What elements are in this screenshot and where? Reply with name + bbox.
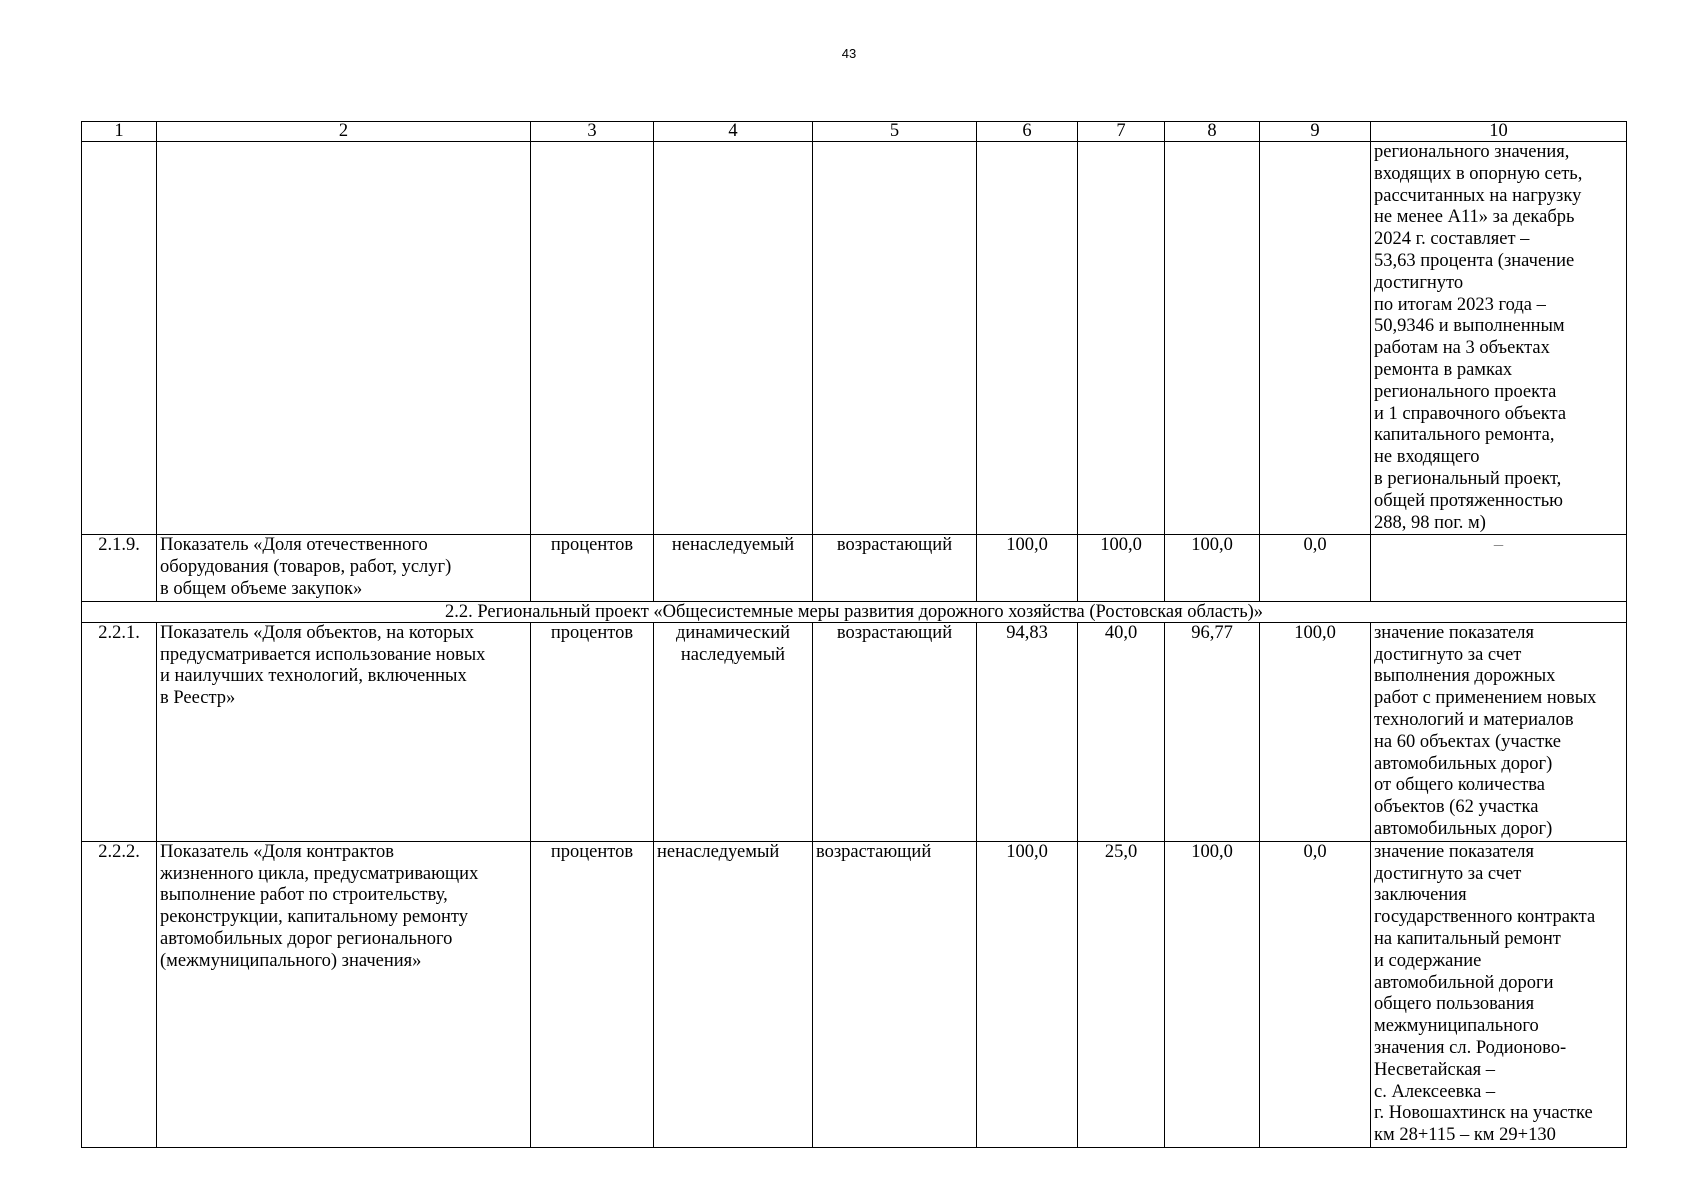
header-cell: 7 [1078, 122, 1165, 142]
row-direction [813, 142, 977, 535]
indicators-table [81, 121, 1627, 1148]
row-unit: процентов [531, 535, 654, 601]
row-note: – [1371, 535, 1627, 601]
row-id [82, 142, 157, 535]
row-c9: 100,0 [1260, 622, 1371, 841]
header-cell: 3 [531, 122, 654, 142]
section-row [82, 601, 1627, 622]
row-name [157, 142, 531, 535]
row-c6: 100,0 [977, 535, 1078, 601]
table-row [82, 535, 1627, 601]
row-note: значение показателя достигнуто за счет заключения государственного контракта на капитальный ремонт и содержание автомобильной дороги общего пользования межмуниципального значения сл. Родионово- Несветайская – с. Алексеевка – г. Новошахтинск на участке км 28+115 – км 29+130 [1371, 841, 1627, 1147]
header-cell: 9 [1260, 122, 1371, 142]
row-type: ненаследуемый [654, 535, 813, 601]
section-title: 2.2. Региональный проект «Общесистемные меры развития дорожного хозяйства (Ростовская область)» [82, 601, 1627, 622]
row-unit: процентов [531, 622, 654, 841]
table-row [82, 622, 1627, 841]
header-cell: 10 [1371, 122, 1627, 142]
row-c7: 25,0 [1078, 841, 1165, 1147]
row-type [654, 142, 813, 535]
column-numbers-row [82, 122, 1627, 142]
row-c8: 96,77 [1165, 622, 1260, 841]
row-c6: 94,83 [977, 622, 1078, 841]
row-direction: возрастающий [813, 622, 977, 841]
row-name: Показатель «Доля контрактов жизненного цикла, предусматривающих выполнение работ по строительству, реконструкции, капитальному ремонту автомобильных дорог регионального (межмуниципального) значения» [157, 841, 531, 1147]
row-direction: возрастающий [813, 841, 977, 1147]
header-cell: 1 [82, 122, 157, 142]
row-id: 2.1.9. [82, 535, 157, 601]
row-c6 [977, 142, 1078, 535]
row-unit [531, 142, 654, 535]
header-cell: 6 [977, 122, 1078, 142]
row-direction: возрастающий [813, 535, 977, 601]
row-c7 [1078, 142, 1165, 535]
row-id: 2.2.2. [82, 841, 157, 1147]
row-c9 [1260, 142, 1371, 535]
header-cell: 8 [1165, 122, 1260, 142]
row-id: 2.2.1. [82, 622, 157, 841]
row-c6: 100,0 [977, 841, 1078, 1147]
row-note: значение показателя достигнуто за счет выполнения дорожных работ с применением новых технологий и материалов на 60 объектах (участке автомобильных дорог) от общего количества объектов (62 участка автомобильных дорог) [1371, 622, 1627, 841]
row-type: ненаследуемый [654, 841, 813, 1147]
table-row [82, 142, 1627, 535]
row-c9: 0,0 [1260, 841, 1371, 1147]
row-type: динамический наследуемый [654, 622, 813, 841]
row-unit: процентов [531, 841, 654, 1147]
header-cell: 2 [157, 122, 531, 142]
row-c7: 40,0 [1078, 622, 1165, 841]
row-name: Показатель «Доля отечественного оборудования (товаров, работ, услуг) в общем объеме закупок» [157, 535, 531, 601]
table-row [82, 841, 1627, 1147]
header-cell: 4 [654, 122, 813, 142]
row-c7: 100,0 [1078, 535, 1165, 601]
row-c9: 0,0 [1260, 535, 1371, 601]
header-cell: 5 [813, 122, 977, 142]
row-c8 [1165, 142, 1260, 535]
row-name: Показатель «Доля объектов, на которых предусматривается использование новых и наилучших технологий, включенных в Реестр» [157, 622, 531, 841]
row-c8: 100,0 [1165, 535, 1260, 601]
page-number: 43 [841, 46, 857, 61]
row-note: регионального значения, входящих в опорную сеть, рассчитанных на нагрузку не менее А11» за декабрь 2024 г. составляет – 53,63 процента (значение достигнуто по итогам 2023 года – 50,9346 и выполненным работам на 3 объектах ремонта в рамках регионального проекта и 1 справочного объекта капитального ремонта, не входящего в региональный проект, общей протяженностью 288, 98 пог. м) [1371, 142, 1627, 535]
row-c8: 100,0 [1165, 841, 1260, 1147]
